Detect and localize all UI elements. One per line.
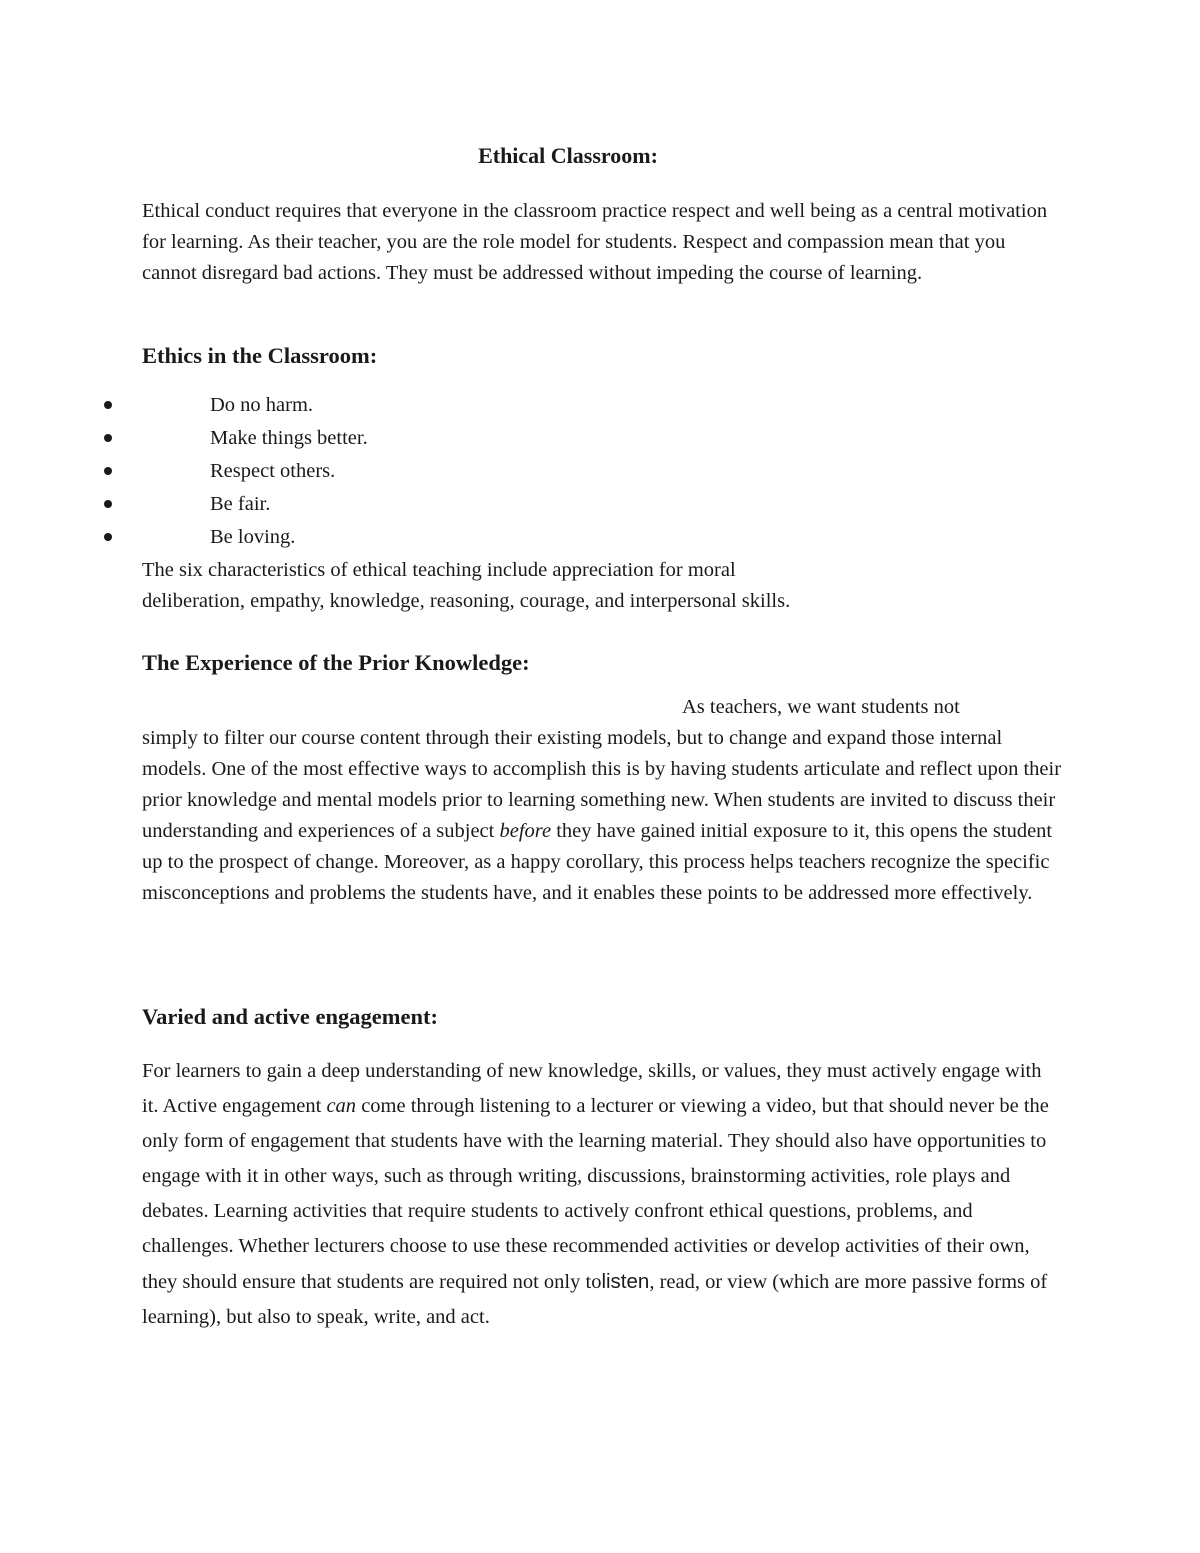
section-heading-ethics: Ethics in the Classroom:	[142, 343, 378, 368]
section2-heading-block	[142, 650, 1062, 676]
ethics-list	[0, 389, 1200, 554]
engagement-text-c: , read, or view (which are more passive forms of learning), but also to speak, write, and act.	[142, 1271, 1048, 1328]
emphasis-listen: listen	[601, 1270, 650, 1293]
list-item-text: Make things better.	[210, 427, 368, 449]
bullet-icon	[104, 401, 112, 409]
intro-paragraph: Ethical conduct requires that everyone in the classroom practice respect and well being as a central motivation for learning. As their teacher, you are the role model for students. Respect and compassion mean that you cannot disregard bad actions. They must be addressed without impeding the course of learning.	[142, 200, 1048, 284]
characteristics-block	[142, 555, 842, 617]
emphasis-can: can	[326, 1095, 357, 1117]
engagement-block	[142, 1054, 1062, 1335]
engagement-text-b: come through listening to a lecturer or viewing a video, but that should never be the only form of engagement that students have with the learning material. They should also have opportunities to engage with it in other ways, such as through writing, discussions, brainstorming activities, role plays and debates. Learning activities that require students to actively confront ethical questions, problems, and challenges. Whether lecturers choose to use these recommended activities or develop activities of their own, they should ensure that students are required not only to	[142, 1095, 1049, 1293]
list-item-text: Respect others.	[210, 460, 336, 482]
bullet-icon	[104, 500, 112, 508]
section-heading-engagement: Varied and active engagement:	[142, 1004, 439, 1029]
list-item	[0, 422, 1200, 455]
bullet-icon	[104, 434, 112, 442]
section-heading-prior-knowledge: The Experience of the Prior Knowledge:	[142, 650, 530, 675]
list-item	[0, 455, 1200, 488]
prior-knowledge-text-b: they have gained initial exposure to it, this opens the student up to the prospect of change. Moreover, as a happy corollary, this process helps teachers recognize the specific misconceptions and problems the students have, and it enables these points to be addressed more effectively.	[142, 820, 1053, 904]
emphasis-before: before	[499, 820, 552, 842]
section3-heading-block	[142, 1004, 1062, 1030]
engagement-paragraph	[142, 1054, 1062, 1335]
characteristics-paragraph: The six characteristics of ethical teaching include appreciation for moral deliberation, empathy, knowledge, reasoning, courage, and interpersonal skills.	[142, 559, 791, 612]
bullet-icon	[104, 533, 112, 541]
intro-block	[142, 196, 1062, 289]
list-item	[0, 521, 1200, 554]
list-item	[0, 389, 1200, 422]
prior-knowledge-paragraph	[142, 723, 1062, 909]
prior-knowledge-block	[142, 692, 1062, 909]
bullet-icon	[104, 467, 112, 475]
list-item-text: Be loving.	[210, 526, 296, 548]
list-item	[0, 488, 1200, 521]
list-item-text: Do no harm.	[210, 394, 314, 416]
engagement-text-a: For learners to gain a deep understanding of new knowledge, skills, or values, they must actively engage with it. Active engagement	[142, 1060, 1042, 1117]
prior-knowledge-text-a: simply to filter our course content through their existing models, but to change and expand those internal models. One of the most effective ways to accomplish this is by having students articulate and reflect upon their prior knowledge and mental models prior to learning something new. When students are invited to discuss their understanding and experiences of a subject	[142, 727, 1062, 842]
prior-knowledge-lead: As teachers, we want students not	[682, 696, 960, 718]
section1-heading-block	[142, 343, 1062, 369]
document-title: Ethical Classroom:	[478, 143, 658, 168]
list-item-text: Be fair.	[210, 493, 271, 515]
